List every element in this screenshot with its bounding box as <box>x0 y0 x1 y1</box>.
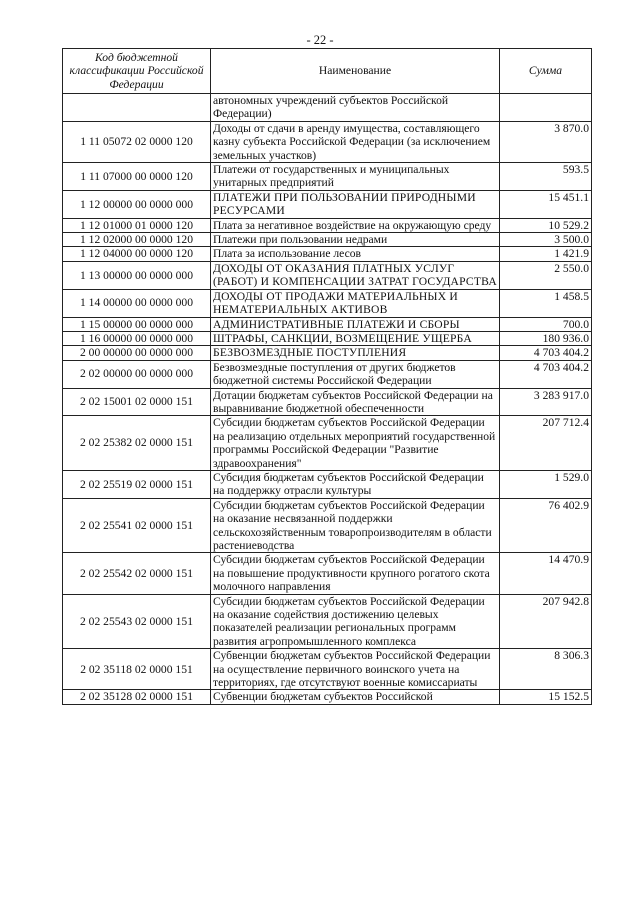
row-code: 1 12 00000 00 0000 000 <box>63 190 211 218</box>
header-amount: Сумма <box>500 49 592 94</box>
row-code: 1 11 05072 02 0000 120 <box>63 121 211 162</box>
row-amount: 180 936.0 <box>500 331 592 345</box>
row-code: 1 16 00000 00 0000 000 <box>63 331 211 345</box>
row-code: 2 02 00000 00 0000 000 <box>63 360 211 388</box>
table-row <box>63 317 592 331</box>
table-row <box>63 331 592 345</box>
row-name: ДОХОДЫ ОТ ОКАЗАНИЯ ПЛАТНЫХ УСЛУГ (РАБОТ) И КОМПЕНСАЦИИ ЗАТРАТ ГОСУДАРСТВА <box>211 261 500 289</box>
row-name: ШТРАФЫ, САНКЦИИ, ВОЗМЕЩЕНИЕ УЩЕРБА <box>211 331 500 345</box>
row-code: 2 02 25543 02 0000 151 <box>63 594 211 649</box>
table-row <box>63 190 592 218</box>
table-row <box>63 346 592 360</box>
table-row <box>63 289 592 317</box>
table-row <box>63 247 592 261</box>
row-amount: 2 550.0 <box>500 261 592 289</box>
row-amount: 3 500.0 <box>500 233 592 247</box>
row-name: Плата за негативное воздействие на окружающую среду <box>211 218 500 232</box>
table-row <box>63 553 592 594</box>
row-amount <box>500 94 592 122</box>
row-amount: 207 942.8 <box>500 594 592 649</box>
row-code: 1 12 02000 00 0000 120 <box>63 233 211 247</box>
row-code: 2 02 25382 02 0000 151 <box>63 416 211 471</box>
row-name: Субсидии бюджетам субъектов Российской Федерации на реализацию отдельных мероприятий государственной программы Российской Федерации "Развитие здравоохранения" <box>211 416 500 471</box>
row-amount: 4 703 404.2 <box>500 346 592 360</box>
row-amount: 1 458.5 <box>500 289 592 317</box>
row-name: Субвенции бюджетам субъектов Российской <box>211 690 500 704</box>
table-row <box>63 690 592 704</box>
row-amount: 8 306.3 <box>500 649 592 690</box>
row-name: ПЛАТЕЖИ ПРИ ПОЛЬЗОВАНИИ ПРИРОДНЫМИ РЕСУРСАМИ <box>211 190 500 218</box>
table-row <box>63 121 592 162</box>
row-code: 2 02 35128 02 0000 151 <box>63 690 211 704</box>
table-row <box>63 416 592 471</box>
row-amount: 3 870.0 <box>500 121 592 162</box>
row-name: Субсидии бюджетам субъектов Российской Федерации на оказание несвязанной поддержки сельскохозяйственным товаропроизводителям в области растениеводства <box>211 498 500 553</box>
row-amount: 4 703 404.2 <box>500 360 592 388</box>
row-amount: 593.5 <box>500 163 592 191</box>
row-code: 2 02 25519 02 0000 151 <box>63 470 211 498</box>
row-amount: 76 402.9 <box>500 498 592 553</box>
table-row <box>63 261 592 289</box>
table-row <box>63 388 592 416</box>
table-row <box>63 233 592 247</box>
table-row <box>63 94 592 122</box>
row-name: Плата за использование лесов <box>211 247 500 261</box>
row-code: 1 11 07000 00 0000 120 <box>63 163 211 191</box>
table-row <box>63 594 592 649</box>
row-code <box>63 94 211 122</box>
row-name: ДОХОДЫ ОТ ПРОДАЖИ МАТЕРИАЛЬНЫХ И НЕМАТЕРИАЛЬНЫХ АКТИВОВ <box>211 289 500 317</box>
page-number: - 22 - <box>306 33 334 47</box>
row-name: Субсидия бюджетам субъектов Российской Федерации на поддержку отрасли культуры <box>211 470 500 498</box>
row-amount: 700.0 <box>500 317 592 331</box>
table-row <box>63 218 592 232</box>
header-name: Наименование <box>211 49 500 94</box>
table-header-row <box>63 49 592 94</box>
row-code: 1 15 00000 00 0000 000 <box>63 317 211 331</box>
row-amount: 207 712.4 <box>500 416 592 471</box>
row-code: 2 02 25542 02 0000 151 <box>63 553 211 594</box>
header-code: Код бюджетной классификации Российской Федерации <box>63 49 211 94</box>
row-name: Безвозмездные поступления от других бюджетов бюджетной системы Российской Федерации <box>211 360 500 388</box>
row-code: 1 14 00000 00 0000 000 <box>63 289 211 317</box>
table-row <box>63 360 592 388</box>
budget-revenue-table <box>62 48 592 705</box>
row-name: АДМИНИСТРАТИВНЫЕ ПЛАТЕЖИ И СБОРЫ <box>211 317 500 331</box>
row-name: Субсидии бюджетам субъектов Российской Федерации на повышение продуктивности крупного рогатого скота молочного направления <box>211 553 500 594</box>
row-name: автономных учреждений субъектов Российской Федерации) <box>211 94 500 122</box>
row-name: Платежи от государственных и муниципальных унитарных предприятий <box>211 163 500 191</box>
row-code: 2 02 25541 02 0000 151 <box>63 498 211 553</box>
table-row <box>63 498 592 553</box>
row-name: БЕЗВОЗМЕЗДНЫЕ ПОСТУПЛЕНИЯ <box>211 346 500 360</box>
row-amount: 15 152.5 <box>500 690 592 704</box>
table-row <box>63 649 592 690</box>
row-amount: 1 529.0 <box>500 470 592 498</box>
row-amount: 3 283 917.0 <box>500 388 592 416</box>
row-code: 2 02 15001 02 0000 151 <box>63 388 211 416</box>
row-name: Доходы от сдачи в аренду имущества, составляющего казну субъекта Российской Федерации (за исключением земельных участков) <box>211 121 500 162</box>
row-name: Дотации бюджетам субъектов Российской Федерации на выравнивание бюджетной обеспеченности <box>211 388 500 416</box>
row-code: 2 02 35118 02 0000 151 <box>63 649 211 690</box>
row-name: Платежи при пользовании недрами <box>211 233 500 247</box>
row-code: 1 12 01000 01 0000 120 <box>63 218 211 232</box>
row-name: Субсидии бюджетам субъектов Российской Федерации на оказание содействия достижению целевых показателей реализации региональных программ развития агропромышленного комплекса <box>211 594 500 649</box>
row-code: 1 13 00000 00 0000 000 <box>63 261 211 289</box>
row-code: 1 12 04000 00 0000 120 <box>63 247 211 261</box>
row-name: Субвенции бюджетам субъектов Российской Федерации на осуществление первичного воинского учета на территориях, где отсутствуют военные комиссариаты <box>211 649 500 690</box>
row-amount: 14 470.9 <box>500 553 592 594</box>
row-amount: 15 451.1 <box>500 190 592 218</box>
row-code: 2 00 00000 00 0000 000 <box>63 346 211 360</box>
table-row <box>63 470 592 498</box>
table-row <box>63 163 592 191</box>
row-amount: 10 529.2 <box>500 218 592 232</box>
row-amount: 1 421.9 <box>500 247 592 261</box>
